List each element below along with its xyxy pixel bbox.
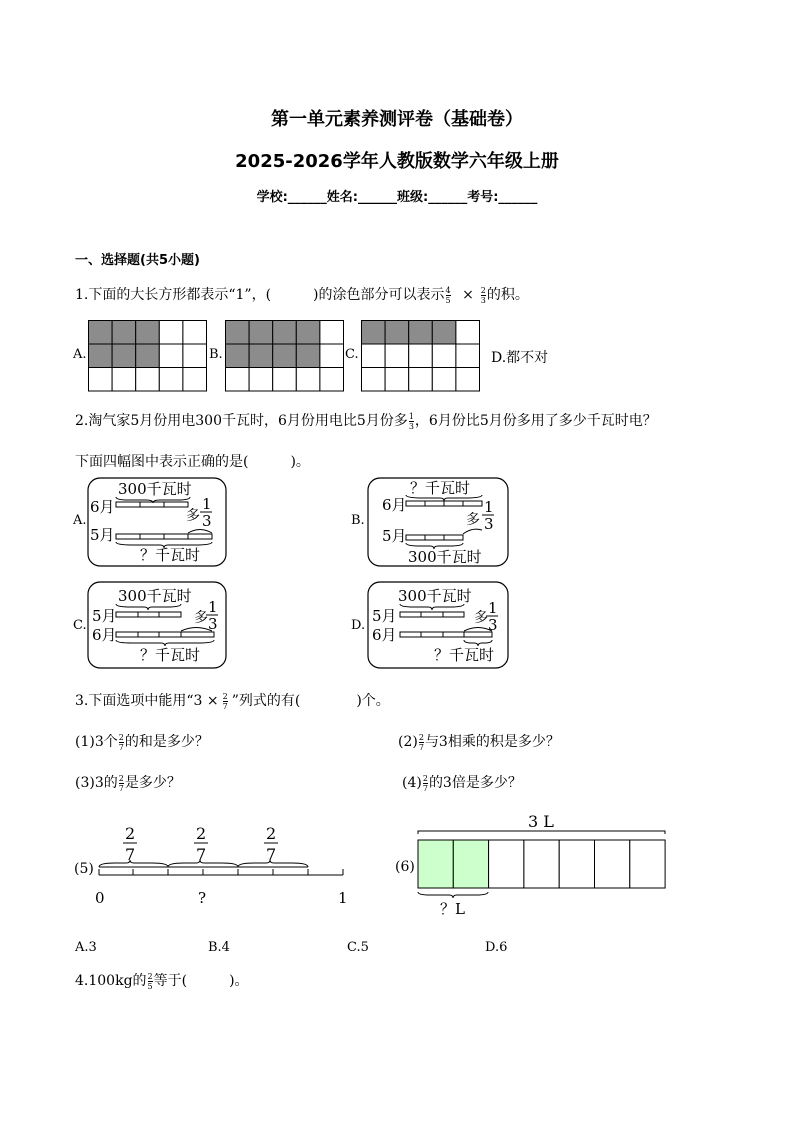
q3-item4-b: 的3倍是多少？	[428, 775, 522, 791]
q3-item4-a: (4)	[402, 775, 422, 791]
line5-frac1-den: 7	[125, 845, 136, 864]
q2b-row2-label: 5月	[382, 527, 407, 545]
line5-label: (5)	[74, 861, 94, 877]
q1-frac2-num: 2	[480, 285, 486, 295]
q1-stem-text: 1.下面的大长方形都表示“1”，( )的涂色部分可以表示	[75, 287, 445, 303]
question-2-prompt: 下面四幅图中表示正确的是( )。	[75, 454, 310, 470]
q2a-frac-num: 1	[202, 495, 212, 513]
q2-stem-text: 2.淘气家5月份用电300千瓦时，6月份用电比5月份多	[75, 413, 408, 429]
q3-volume-boxes	[390, 812, 680, 922]
box6-cell	[630, 840, 665, 888]
box6-cell	[595, 840, 630, 888]
line5-frac3-den: 7	[266, 845, 277, 864]
q3-option-c: C.5	[347, 940, 369, 955]
q2c-row2-label: 6月	[92, 626, 117, 644]
q3-option-d: D.6	[485, 940, 508, 955]
q4-frac-num: 2	[147, 971, 153, 981]
q3-stem-end: ”列式的有( )个。	[231, 693, 390, 709]
q2-option-b-label: B.	[351, 513, 365, 528]
q2-option-c-label: C.	[73, 618, 87, 633]
q3-item1-num: 2	[118, 732, 124, 742]
q2-frac-den: 3	[408, 421, 414, 431]
q3-item3-den: 7	[118, 783, 124, 793]
q2a-row1-label: 6月	[90, 498, 115, 516]
q3-stem-text: 3.下面选项中能用“3 ×	[75, 693, 219, 709]
q3-item1-a: (1)3个	[75, 734, 118, 750]
q3-item-1	[75, 731, 209, 752]
box6-label: (6)	[395, 859, 415, 875]
exam-title: 第一单元素养测评卷（基础卷）	[271, 109, 523, 130]
q2-option-a-label: A.	[73, 513, 87, 528]
q2c-frac-den: 3	[208, 615, 218, 633]
q3-option-b: B.4	[208, 940, 230, 955]
q3-item4-num: 2	[422, 773, 428, 783]
q1-frac1-den: 5	[445, 295, 451, 305]
line5-frac2-den: 7	[196, 845, 207, 864]
q3-item-3	[75, 772, 181, 793]
q3-item4-den: 7	[422, 783, 428, 793]
q2-stem-end: ，6月份比5月份多用了多少千瓦时电？	[414, 413, 657, 429]
q4-stem-end: 等于( )。	[153, 973, 249, 989]
q2-frac-num: 1	[408, 411, 414, 421]
q2a-bottom-label: ？千瓦时	[140, 546, 201, 564]
q2c-duo-label: 多	[194, 610, 208, 626]
q2b-top-label: ？千瓦时	[410, 479, 471, 497]
q3-number-line	[70, 815, 370, 910]
q2b-row1-label: 6月	[382, 496, 407, 514]
line5-frac1-num: 2	[125, 824, 136, 843]
q3-frac-den: 7	[222, 701, 228, 711]
q4-fraction	[148, 972, 153, 991]
q2d-frac-den: 3	[488, 616, 498, 634]
q2c-top-label: 300千瓦时	[118, 587, 192, 605]
box6-cell-shaded	[418, 840, 453, 888]
q3-item2-b: 与3相乘的积是多少？	[424, 734, 560, 750]
student-info-fields: 学校:______姓名:______班级:______考号:______	[256, 190, 538, 205]
times-sign: ×	[462, 287, 474, 303]
q1-option-a-label: A.	[73, 347, 87, 362]
q3-frac-num: 2	[222, 691, 228, 701]
line5-frac-3	[264, 824, 278, 864]
q2a-duo-label: 多	[186, 508, 200, 524]
q2c-row1-label: 5月	[92, 607, 117, 625]
q3-item2-frac	[419, 733, 424, 752]
q2d-row2-label: 6月	[372, 626, 397, 644]
q3-fraction	[223, 692, 228, 711]
q3-item3-a: (3)3的	[75, 775, 118, 791]
box6-top-label: 3 L	[528, 812, 554, 831]
q3-item3-num: 2	[118, 773, 124, 783]
q2-diagram-b	[368, 478, 508, 566]
q3-item-4	[402, 772, 522, 793]
q1-stem-end: 的积。	[486, 287, 529, 303]
q2b-frac-num: 1	[484, 498, 494, 516]
q2a-top-label: 300千瓦时	[118, 480, 192, 498]
q1-option-d: D.都不对	[491, 350, 549, 366]
q1-frac2-den: 3	[480, 295, 486, 305]
q2d-row1-label: 5月	[372, 607, 397, 625]
q3-item4-frac	[423, 774, 428, 793]
section-title: 一、选择题(共5小题)	[75, 253, 200, 268]
q1-frac1-num: 4	[445, 285, 451, 295]
line5-frac-2	[194, 824, 208, 864]
line5-mid: ?	[198, 889, 207, 907]
q2b-bottom-label: 300千瓦时	[408, 548, 482, 566]
q2-diagram-c	[88, 582, 226, 668]
q2c-bottom-label: ？千瓦时	[140, 646, 201, 664]
q3-item3-b: 是多少？	[124, 775, 181, 791]
q3-item2-a: (2)	[398, 734, 418, 750]
q3-item1-den: 7	[118, 742, 124, 752]
exam-subtitle: 2025-2026学年人教版数学六年级上册	[235, 151, 559, 172]
q2b-duo-label: 多	[466, 512, 480, 528]
q4-stem-text: 4.100kg的	[75, 973, 147, 989]
line5-end: 1	[338, 889, 348, 907]
box6-bottom-label: ？L	[440, 900, 465, 918]
q1-option-b-label: B.	[209, 347, 223, 362]
q2a-row2-label: 5月	[90, 526, 115, 544]
q2d-top-label: 300千瓦时	[398, 587, 472, 605]
q2d-duo-label: 多	[474, 610, 488, 626]
q3-item3-frac	[119, 774, 124, 793]
line5-frac2-num: 2	[196, 824, 207, 843]
q4-frac-den: 5	[147, 981, 153, 991]
q2a-frac-den: 3	[202, 512, 212, 530]
q2c-frac-num: 1	[208, 598, 218, 616]
question-3-stem	[75, 690, 390, 711]
box6-cell	[524, 840, 559, 888]
question-4-stem	[75, 970, 249, 991]
q2-diagram-d	[368, 582, 508, 668]
q2b-frac-den: 3	[484, 515, 494, 533]
q3-item-2	[398, 731, 560, 752]
line5-frac3-num: 2	[266, 824, 277, 843]
q3-item1-frac	[119, 733, 124, 752]
q3-item1-b: 的和是多少？	[124, 734, 209, 750]
q3-item2-num: 2	[418, 732, 424, 742]
box6-cell	[559, 840, 594, 888]
box6-cell	[489, 840, 524, 888]
q3-option-a: A.3	[75, 940, 97, 955]
q2d-bottom-label: ？千瓦时	[434, 646, 495, 664]
q2d-frac-num: 1	[488, 599, 498, 617]
box6-cell-shaded	[453, 840, 488, 888]
line5-frac-1	[123, 824, 137, 864]
q2-diagram-a	[88, 478, 226, 566]
q1-option-c-label: C.	[345, 347, 359, 362]
q2-option-d-label: D.	[351, 618, 366, 633]
line5-start: 0	[95, 889, 105, 907]
q3-item2-den: 7	[418, 742, 424, 752]
